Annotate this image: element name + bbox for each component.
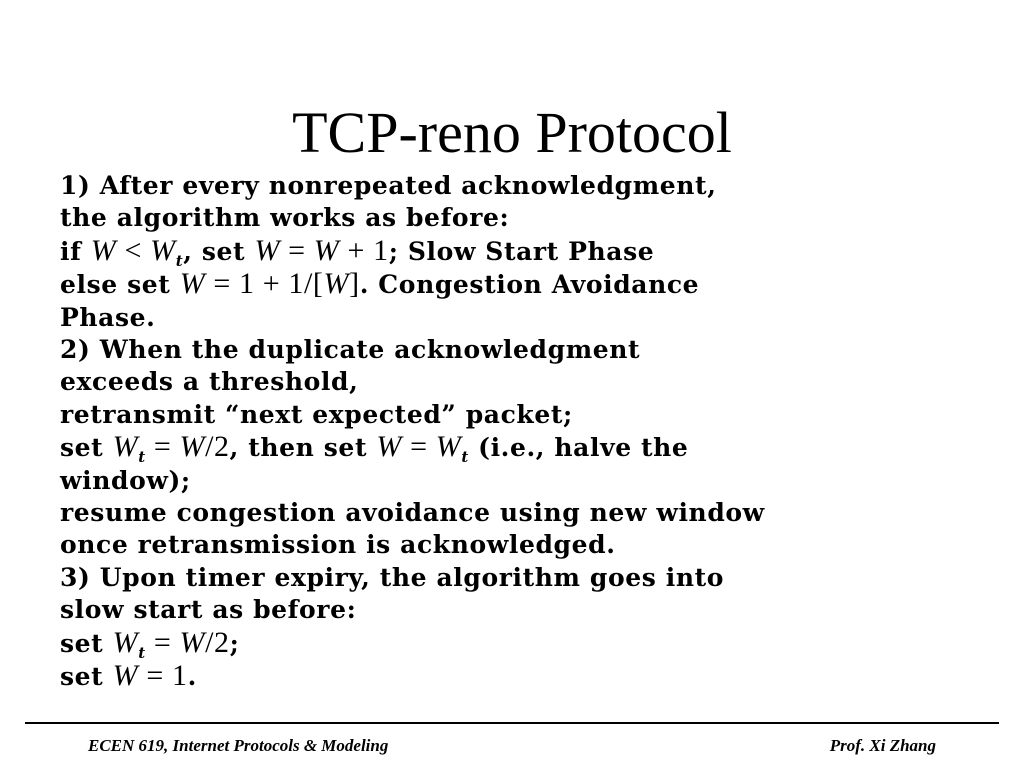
- phase-label: Slow Start Phase: [407, 236, 655, 266]
- line-text: set: [60, 628, 113, 658]
- math-var: W: [254, 233, 281, 267]
- math-var: W: [313, 233, 340, 267]
- line-text: .: [187, 662, 197, 692]
- phase-label: Congestion Avoidance: [378, 270, 700, 300]
- math-op: = 1 + 1/[: [205, 267, 324, 301]
- math-var: W: [323, 267, 350, 301]
- math-op: <: [116, 233, 151, 267]
- line-text: Upon timer expiry, the algorithm goes into: [90, 562, 725, 592]
- body-line-1: [60, 170, 960, 202]
- footer-course: ECEN 619, Internet Protocols & Modeling: [88, 736, 389, 755]
- phase-label: Phase: [60, 302, 147, 332]
- body-line-3: [60, 235, 960, 268]
- body-line-15: [60, 627, 960, 660]
- body-line-16: [60, 660, 960, 693]
- math-op: = 1: [138, 659, 188, 693]
- line-text: After every nonrepeated acknowledgment,: [90, 171, 717, 200]
- body-line-7: exceeds a threshold,: [60, 367, 359, 397]
- math-op: =: [145, 430, 180, 464]
- math-var: W: [112, 430, 139, 464]
- body-line-4: [60, 268, 960, 301]
- math-var: W: [112, 625, 139, 659]
- math-var: W: [179, 267, 206, 301]
- slide-title: TCP-reno Protocol: [292, 100, 732, 165]
- line-text: .: [359, 270, 379, 300]
- line-text: (i.e., halve the: [468, 433, 689, 463]
- math-op: ]: [349, 267, 360, 301]
- math-subscript: t: [461, 448, 469, 467]
- body-line-6: [60, 334, 960, 366]
- line-text: else set: [60, 270, 180, 300]
- line-text: set: [60, 433, 113, 463]
- body-line-8: retransmit “next expected” packet;: [60, 399, 573, 429]
- math-var: W: [179, 625, 206, 659]
- step-number: 3): [60, 562, 91, 592]
- line-text: , then set: [229, 433, 377, 463]
- math-op: =: [401, 430, 436, 464]
- math-op: + 1: [339, 233, 389, 267]
- math-subscript: t: [175, 251, 184, 270]
- math-var: W: [112, 659, 139, 693]
- slide-body: [60, 170, 960, 694]
- math-var: W: [90, 233, 117, 267]
- body-line-11: resume congestion avoidance using new window: [60, 498, 765, 528]
- body-line-5: [60, 302, 960, 334]
- math-op: =: [145, 625, 180, 659]
- line-text: set: [60, 662, 113, 692]
- line-text: , set: [183, 236, 255, 266]
- footer-instructor: Prof. Xi Zhang: [829, 736, 936, 755]
- step-number: 1): [60, 171, 91, 200]
- line-text: ;: [388, 236, 408, 266]
- math-var: W: [150, 233, 176, 267]
- math-op: =: [280, 233, 314, 267]
- body-line-13: [60, 562, 960, 594]
- math-var: W: [376, 430, 402, 464]
- line-text: .: [146, 302, 156, 332]
- math-op: /2: [205, 430, 230, 464]
- math-var: W: [179, 430, 206, 464]
- line-text: When the duplicate acknowledgment: [90, 335, 641, 365]
- line-text: ;: [229, 628, 240, 658]
- body-line-14: slow start as before:: [60, 595, 357, 625]
- math-var: W: [435, 430, 462, 464]
- line-text: if: [60, 236, 91, 266]
- body-line-9: [60, 430, 960, 467]
- body-line-10: window);: [60, 465, 191, 495]
- footer-divider: [25, 722, 999, 724]
- math-subscript: t: [138, 448, 146, 467]
- math-op: /2: [205, 625, 230, 659]
- math-subscript: t: [138, 643, 146, 662]
- body-line-2: the algorithm works as before:: [60, 203, 510, 233]
- step-number: 2): [60, 335, 91, 365]
- body-line-12: once retransmission is acknowledged.: [60, 530, 616, 560]
